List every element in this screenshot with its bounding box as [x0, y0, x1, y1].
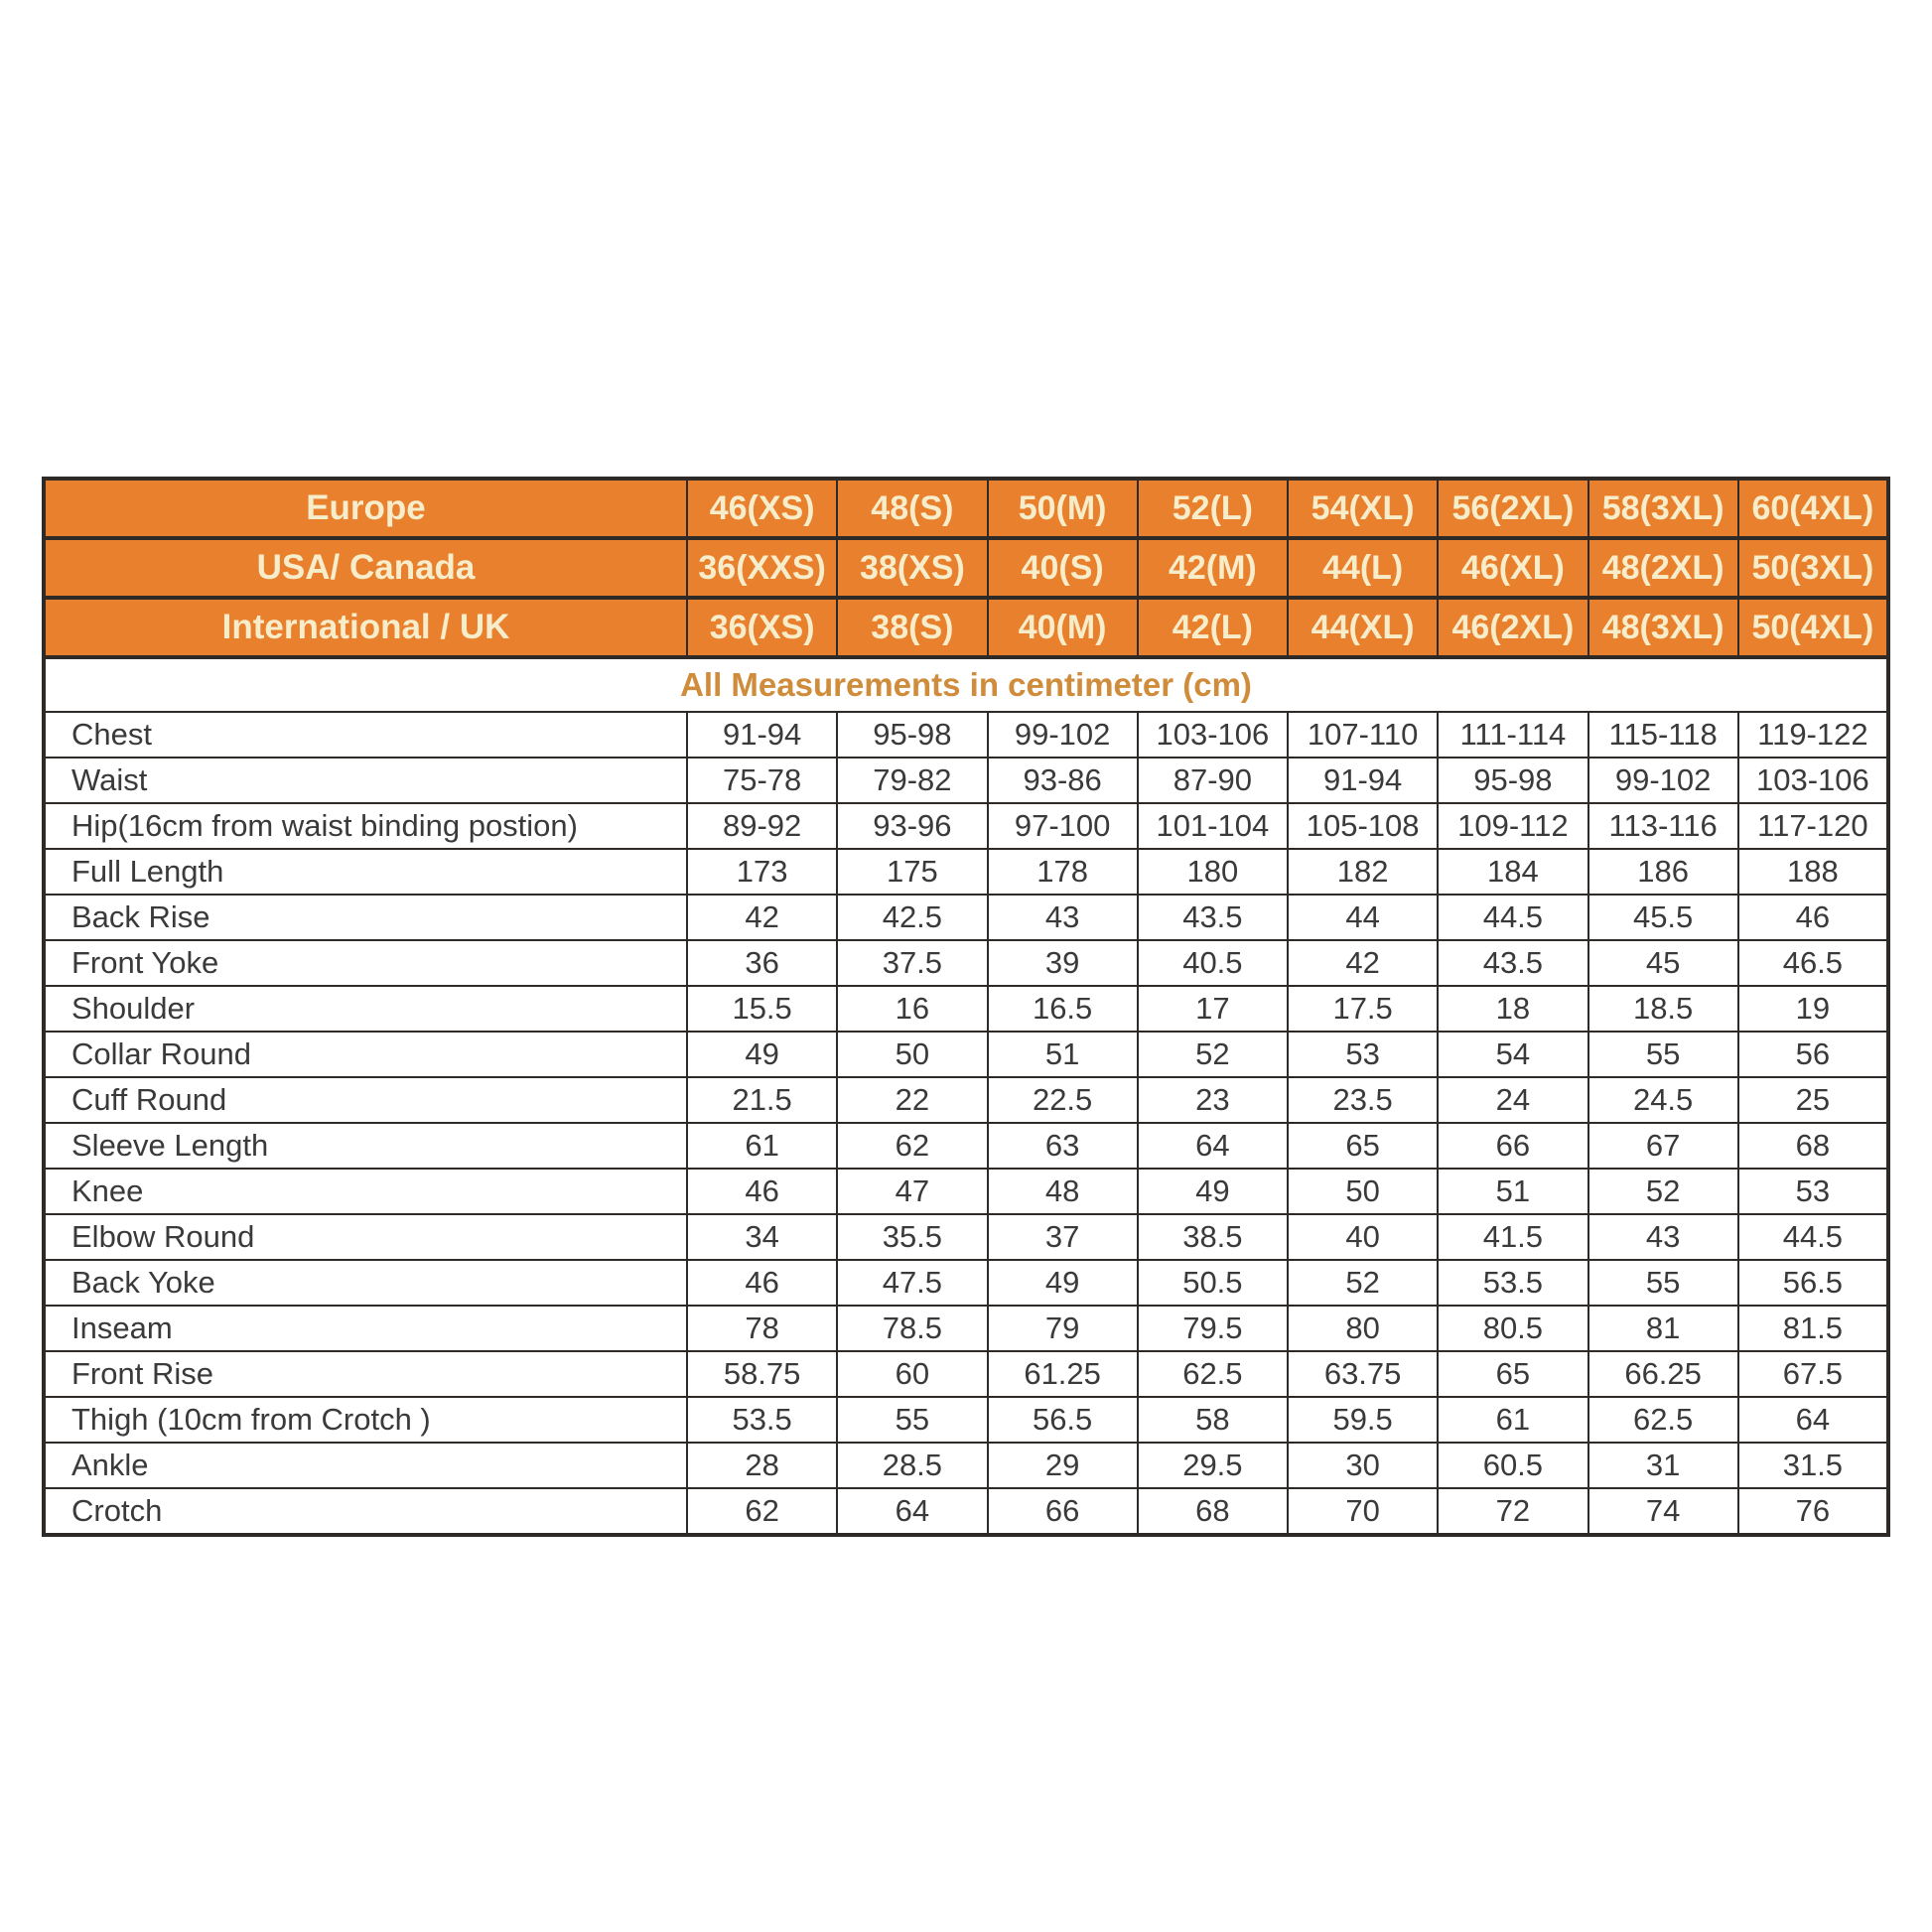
measurement-value: 48 [988, 1169, 1138, 1214]
measurement-value: 58 [1138, 1397, 1288, 1443]
measurement-value: 44.5 [1738, 1214, 1888, 1260]
measurement-value: 24 [1438, 1077, 1587, 1123]
measurement-value: 67.5 [1738, 1351, 1888, 1397]
measurement-value: 39 [988, 940, 1138, 986]
measurement-value: 51 [1438, 1169, 1587, 1214]
measurement-value: 49 [687, 1032, 837, 1077]
size-chart-table [42, 477, 1890, 1537]
measurement-label: Cuff Round [44, 1077, 687, 1123]
measurement-value: 68 [1738, 1123, 1888, 1169]
measurement-value: 46 [687, 1260, 837, 1306]
table-row [44, 1032, 1888, 1077]
measurement-value: 52 [1588, 1169, 1738, 1214]
measurement-value: 50.5 [1138, 1260, 1288, 1306]
measurement-value: 35.5 [837, 1214, 987, 1260]
measurement-value: 51 [988, 1032, 1138, 1077]
size-header-cell: 58(3XL) [1588, 479, 1738, 538]
measurement-value: 59.5 [1288, 1397, 1438, 1443]
measurement-value: 46 [687, 1169, 837, 1214]
measurement-value: 52 [1288, 1260, 1438, 1306]
table-row [44, 895, 1888, 940]
table-row [44, 1169, 1888, 1214]
measurement-value: 173 [687, 849, 837, 895]
measurement-value: 79 [988, 1306, 1138, 1351]
measurement-value: 25 [1738, 1077, 1888, 1123]
measurement-label: Ankle [44, 1443, 687, 1488]
measurement-value: 62.5 [1138, 1351, 1288, 1397]
measurement-value: 23 [1138, 1077, 1288, 1123]
measurement-value: 40 [1288, 1214, 1438, 1260]
table-row [44, 1351, 1888, 1397]
measurement-value: 24.5 [1588, 1077, 1738, 1123]
table-row [44, 758, 1888, 803]
measurement-value: 80.5 [1438, 1306, 1587, 1351]
measurement-value: 31 [1588, 1443, 1738, 1488]
measurement-value: 22 [837, 1077, 987, 1123]
measurement-label: Waist [44, 758, 687, 803]
measurement-value: 50 [837, 1032, 987, 1077]
measurement-value: 53.5 [687, 1397, 837, 1443]
table-row [44, 986, 1888, 1032]
measurement-value: 22.5 [988, 1077, 1138, 1123]
table-row [44, 1488, 1888, 1535]
measurement-value: 18.5 [1588, 986, 1738, 1032]
table-row [44, 803, 1888, 849]
table-row [44, 712, 1888, 758]
measurement-value: 79-82 [837, 758, 987, 803]
measurement-value: 184 [1438, 849, 1587, 895]
table-row [44, 940, 1888, 986]
measurement-value: 99-102 [988, 712, 1138, 758]
measurement-value: 62.5 [1588, 1397, 1738, 1443]
size-header-cell: 40(M) [988, 598, 1138, 657]
measurement-value: 37.5 [837, 940, 987, 986]
measurement-value: 99-102 [1588, 758, 1738, 803]
measurement-value: 55 [1588, 1260, 1738, 1306]
measurement-value: 43.5 [1438, 940, 1587, 986]
measurement-value: 111-114 [1438, 712, 1587, 758]
measurement-value: 43 [1588, 1214, 1738, 1260]
measurement-value: 41.5 [1438, 1214, 1587, 1260]
measurement-value: 44.5 [1438, 895, 1587, 940]
measurement-value: 17 [1138, 986, 1288, 1032]
measurement-label: Front Rise [44, 1351, 687, 1397]
measurement-value: 53.5 [1438, 1260, 1587, 1306]
measurement-value: 91-94 [687, 712, 837, 758]
size-header-cell: 50(3XL) [1738, 538, 1888, 598]
measurement-label: Knee [44, 1169, 687, 1214]
measurement-value: 97-100 [988, 803, 1138, 849]
size-header-cell: 36(XS) [687, 598, 837, 657]
size-chart-wrapper [42, 477, 1890, 1537]
measurement-value: 23.5 [1288, 1077, 1438, 1123]
measurement-value: 65 [1438, 1351, 1587, 1397]
measurement-value: 56.5 [1738, 1260, 1888, 1306]
size-header-cell: 46(XL) [1438, 538, 1587, 598]
measurement-value: 182 [1288, 849, 1438, 895]
measurement-value: 103-106 [1138, 712, 1288, 758]
size-system-label: Europe [44, 479, 687, 538]
measurement-value: 68 [1138, 1488, 1288, 1535]
measurement-value: 70 [1288, 1488, 1438, 1535]
measurement-label: Inseam [44, 1306, 687, 1351]
size-header-cell: 42(L) [1138, 598, 1288, 657]
measurement-value: 78.5 [837, 1306, 987, 1351]
table-row [44, 1123, 1888, 1169]
table-row [44, 849, 1888, 895]
measurement-value: 46 [1738, 895, 1888, 940]
measurement-value: 178 [988, 849, 1138, 895]
size-system-label: USA/ Canada [44, 538, 687, 598]
measurement-value: 34 [687, 1214, 837, 1260]
measurement-value: 42 [687, 895, 837, 940]
size-system-row [44, 538, 1888, 598]
measurement-label: Front Yoke [44, 940, 687, 986]
measurement-label: Thigh (10cm from Crotch ) [44, 1397, 687, 1443]
measurement-value: 80 [1288, 1306, 1438, 1351]
measurement-value: 61 [687, 1123, 837, 1169]
measurement-value: 40.5 [1138, 940, 1288, 986]
measurement-label: Shoulder [44, 986, 687, 1032]
measurement-value: 61 [1438, 1397, 1587, 1443]
size-header-cell: 48(2XL) [1588, 538, 1738, 598]
measurement-value: 15.5 [687, 986, 837, 1032]
measurement-value: 49 [988, 1260, 1138, 1306]
measurement-value: 103-106 [1738, 758, 1888, 803]
measurement-label: Elbow Round [44, 1214, 687, 1260]
measurement-label: Sleeve Length [44, 1123, 687, 1169]
measurement-value: 50 [1288, 1169, 1438, 1214]
measurement-value: 64 [1738, 1397, 1888, 1443]
measurement-value: 74 [1588, 1488, 1738, 1535]
measurement-value: 175 [837, 849, 987, 895]
measurement-value: 113-116 [1588, 803, 1738, 849]
measurement-value: 186 [1588, 849, 1738, 895]
measurement-value: 93-96 [837, 803, 987, 849]
measurement-label: Collar Round [44, 1032, 687, 1077]
measurement-value: 62 [687, 1488, 837, 1535]
size-header-cell: 48(3XL) [1588, 598, 1738, 657]
table-row [44, 1443, 1888, 1488]
measurement-value: 28 [687, 1443, 837, 1488]
size-header-cell: 48(S) [837, 479, 987, 538]
measurement-value: 56.5 [988, 1397, 1138, 1443]
measurement-value: 53 [1288, 1032, 1438, 1077]
measurement-value: 44 [1288, 895, 1438, 940]
measurement-value: 101-104 [1138, 803, 1288, 849]
measurement-value: 18 [1438, 986, 1587, 1032]
measurement-value: 81.5 [1738, 1306, 1888, 1351]
measurement-value: 58.75 [687, 1351, 837, 1397]
measurement-value: 45.5 [1588, 895, 1738, 940]
measurement-value: 115-118 [1588, 712, 1738, 758]
measurement-value: 117-120 [1738, 803, 1888, 849]
measurement-value: 37 [988, 1214, 1138, 1260]
size-header-cell: 44(L) [1288, 538, 1438, 598]
measurement-label: Crotch [44, 1488, 687, 1535]
table-row [44, 1214, 1888, 1260]
measurement-value: 47 [837, 1169, 987, 1214]
measurement-value: 87-90 [1138, 758, 1288, 803]
measurement-value: 38.5 [1138, 1214, 1288, 1260]
measurement-value: 63.75 [1288, 1351, 1438, 1397]
size-header-cell: 46(XS) [687, 479, 837, 538]
measurement-value: 72 [1438, 1488, 1587, 1535]
measurement-value: 42.5 [837, 895, 987, 940]
measurement-value: 119-122 [1738, 712, 1888, 758]
measurement-label: Back Rise [44, 895, 687, 940]
measurement-value: 19 [1738, 986, 1888, 1032]
size-system-row [44, 479, 1888, 538]
measurement-value: 64 [1138, 1123, 1288, 1169]
table-row [44, 1397, 1888, 1443]
measurement-value: 47.5 [837, 1260, 987, 1306]
measurement-note: All Measurements in centimeter (cm) [44, 657, 1888, 712]
measurement-value: 43.5 [1138, 895, 1288, 940]
table-row [44, 1077, 1888, 1123]
measurement-value: 31.5 [1738, 1443, 1888, 1488]
measurement-value: 60 [837, 1351, 987, 1397]
measurement-value: 46.5 [1738, 940, 1888, 986]
size-system-row [44, 598, 1888, 657]
measurement-value: 63 [988, 1123, 1138, 1169]
measurement-value: 16 [837, 986, 987, 1032]
measurement-value: 109-112 [1438, 803, 1587, 849]
measurement-value: 66 [1438, 1123, 1587, 1169]
measurement-value: 78 [687, 1306, 837, 1351]
measurement-value: 53 [1738, 1169, 1888, 1214]
measurement-value: 66.25 [1588, 1351, 1738, 1397]
measurement-value: 21.5 [687, 1077, 837, 1123]
measurement-value: 188 [1738, 849, 1888, 895]
measurement-value: 75-78 [687, 758, 837, 803]
measurement-note-row [44, 657, 1888, 712]
measurement-value: 67 [1588, 1123, 1738, 1169]
size-header-cell: 36(XXS) [687, 538, 837, 598]
size-header-cell: 52(L) [1138, 479, 1288, 538]
measurement-value: 95-98 [1438, 758, 1587, 803]
size-header-cell: 38(S) [837, 598, 987, 657]
size-header-cell: 42(M) [1138, 538, 1288, 598]
size-header-cell: 60(4XL) [1738, 479, 1888, 538]
measurement-value: 29 [988, 1443, 1138, 1488]
measurement-value: 56 [1738, 1032, 1888, 1077]
size-header-cell: 44(XL) [1288, 598, 1438, 657]
size-header-cell: 54(XL) [1288, 479, 1438, 538]
measurement-value: 65 [1288, 1123, 1438, 1169]
measurement-value: 93-86 [988, 758, 1138, 803]
measurement-value: 89-92 [687, 803, 837, 849]
measurement-value: 55 [837, 1397, 987, 1443]
measurement-value: 81 [1588, 1306, 1738, 1351]
size-header-cell: 56(2XL) [1438, 479, 1587, 538]
measurement-value: 79.5 [1138, 1306, 1288, 1351]
size-header-cell: 40(S) [988, 538, 1138, 598]
measurement-value: 17.5 [1288, 986, 1438, 1032]
measurement-value: 105-108 [1288, 803, 1438, 849]
measurement-label: Chest [44, 712, 687, 758]
size-system-label: International / UK [44, 598, 687, 657]
measurement-label: Hip(16cm from waist binding postion) [44, 803, 687, 849]
measurement-value: 54 [1438, 1032, 1587, 1077]
table-row [44, 1306, 1888, 1351]
measurement-value: 16.5 [988, 986, 1138, 1032]
size-header-cell: 38(XS) [837, 538, 987, 598]
measurement-value: 30 [1288, 1443, 1438, 1488]
measurement-value: 91-94 [1288, 758, 1438, 803]
measurement-label: Full Length [44, 849, 687, 895]
measurement-value: 42 [1288, 940, 1438, 986]
measurement-value: 61.25 [988, 1351, 1138, 1397]
measurement-value: 45 [1588, 940, 1738, 986]
measurement-value: 180 [1138, 849, 1288, 895]
measurement-value: 62 [837, 1123, 987, 1169]
size-header-cell: 46(2XL) [1438, 598, 1587, 657]
measurement-value: 43 [988, 895, 1138, 940]
measurement-value: 107-110 [1288, 712, 1438, 758]
measurement-value: 60.5 [1438, 1443, 1587, 1488]
table-row [44, 1260, 1888, 1306]
measurement-value: 52 [1138, 1032, 1288, 1077]
measurement-value: 49 [1138, 1169, 1288, 1214]
measurement-value: 64 [837, 1488, 987, 1535]
measurement-value: 66 [988, 1488, 1138, 1535]
measurement-value: 36 [687, 940, 837, 986]
size-header-cell: 50(4XL) [1738, 598, 1888, 657]
measurement-value: 28.5 [837, 1443, 987, 1488]
measurement-value: 95-98 [837, 712, 987, 758]
measurement-value: 76 [1738, 1488, 1888, 1535]
measurement-value: 29.5 [1138, 1443, 1288, 1488]
size-header-cell: 50(M) [988, 479, 1138, 538]
measurement-label: Back Yoke [44, 1260, 687, 1306]
measurement-value: 55 [1588, 1032, 1738, 1077]
